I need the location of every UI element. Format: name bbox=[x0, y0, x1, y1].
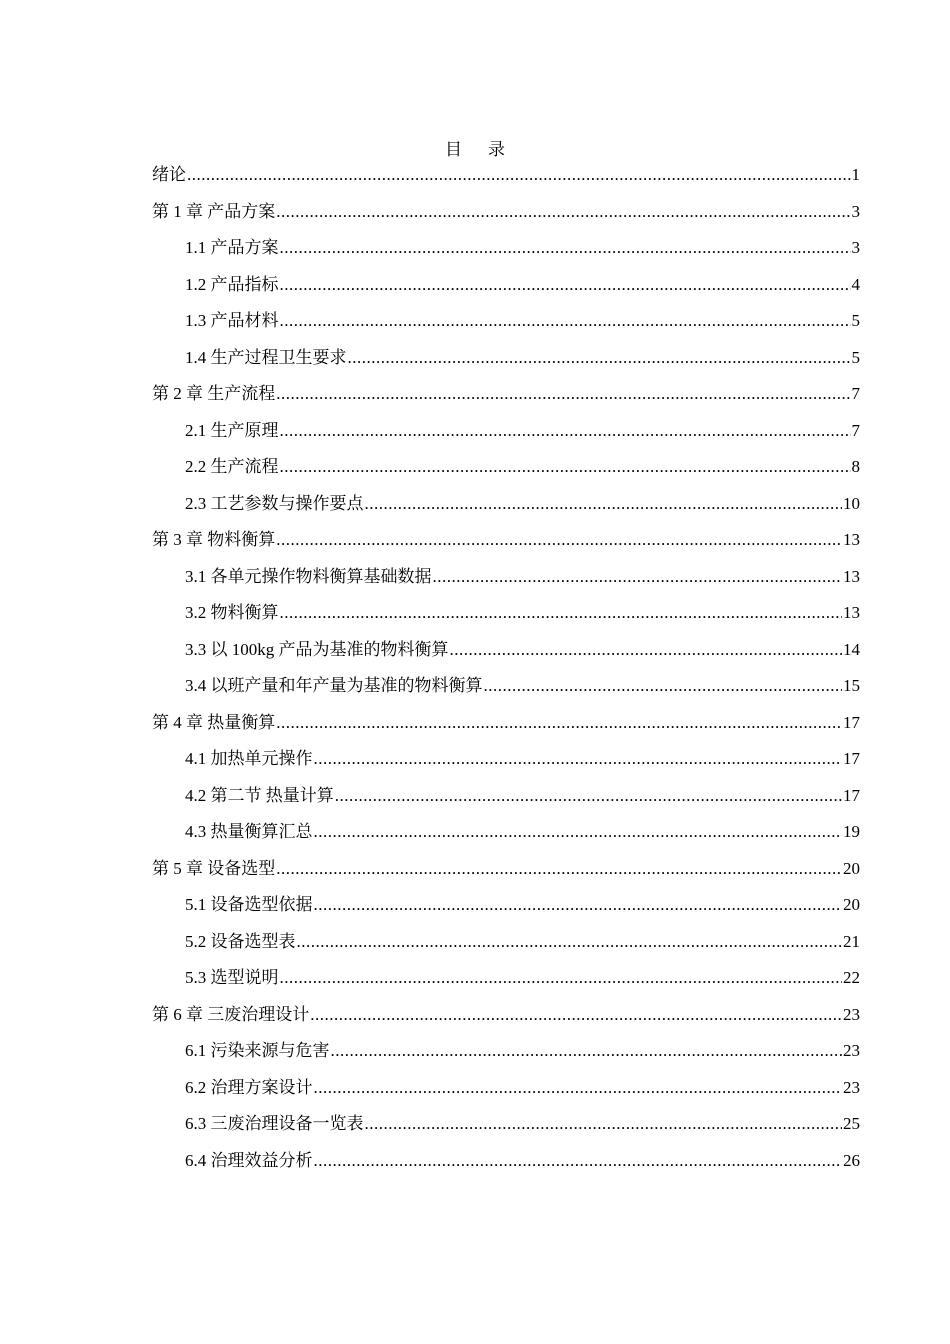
toc-entry-label: 5.2 设备选型表 bbox=[185, 931, 296, 951]
toc-entry-label: 6.2 治理方案设计 bbox=[185, 1077, 313, 1097]
toc-dot-leader bbox=[314, 891, 843, 919]
toc-entry-label: 5.1 设备选型依据 bbox=[185, 895, 313, 914]
toc-dot-leader bbox=[450, 636, 843, 664]
toc-dot-leader bbox=[314, 1074, 843, 1102]
toc-entry-label: 1.3 产品材料 bbox=[185, 311, 279, 330]
toc-dot-leader bbox=[348, 344, 851, 372]
toc-entry-label: 2.2 生产流程 bbox=[185, 457, 279, 476]
toc-entry-label: 第 3 章 物料衡算 bbox=[152, 530, 276, 549]
toc-entry-label: 第 5 章 设备选型 bbox=[152, 858, 276, 878]
toc-page-number: 3 bbox=[851, 201, 860, 221]
toc-entry-label: 绪论 bbox=[152, 165, 186, 184]
toc-dot-leader bbox=[276, 526, 842, 554]
toc-section-entry[interactable] bbox=[152, 453, 860, 490]
toc-dot-leader bbox=[280, 453, 851, 481]
toc-page-number: 13 bbox=[843, 603, 860, 622]
toc-chapter-entry[interactable] bbox=[152, 526, 860, 563]
toc-entry-label: 5.3 选型说明 bbox=[185, 968, 279, 987]
toc-entry-label: 3.1 各单元操作物料衡算基础数据 bbox=[185, 566, 432, 586]
toc-title bbox=[0, 139, 950, 161]
toc-section-entry[interactable] bbox=[152, 818, 860, 855]
toc-section-entry[interactable] bbox=[152, 928, 860, 965]
toc-dot-leader bbox=[314, 818, 843, 846]
toc-entry-label: 第 2 章 生产流程 bbox=[152, 384, 276, 403]
toc-section-entry[interactable] bbox=[152, 1037, 860, 1074]
toc-page-number: 25 bbox=[843, 1114, 860, 1133]
toc-section-entry[interactable] bbox=[152, 636, 860, 673]
toc-page-number: 23 bbox=[843, 1041, 860, 1060]
toc-dot-leader bbox=[276, 380, 850, 408]
toc-chapter-entry[interactable] bbox=[152, 161, 860, 198]
toc-dot-leader bbox=[280, 307, 851, 335]
toc-dot-leader bbox=[280, 964, 843, 992]
toc-page-number: 10 bbox=[843, 493, 860, 513]
toc-dot-leader bbox=[310, 1001, 842, 1029]
toc-dot-leader bbox=[276, 198, 850, 226]
toc-page-number: 23 bbox=[843, 1004, 860, 1024]
toc-entry-label: 2.1 生产原理 bbox=[185, 420, 279, 440]
toc-title-left: 目 bbox=[445, 140, 462, 159]
toc-page-number: 7 bbox=[851, 384, 860, 403]
toc-list bbox=[152, 161, 860, 1183]
toc-entry-label: 3.2 物料衡算 bbox=[185, 603, 279, 622]
toc-page-number: 5 bbox=[851, 347, 860, 367]
toc-section-entry[interactable] bbox=[152, 271, 860, 308]
toc-section-entry[interactable] bbox=[152, 745, 860, 782]
toc-page-number: 4 bbox=[851, 274, 860, 294]
toc-page-number: 13 bbox=[843, 566, 860, 586]
toc-page-number: 1 bbox=[851, 165, 860, 184]
toc-chapter-entry[interactable] bbox=[152, 198, 860, 235]
toc-entry-label: 4.2 第二节 热量计算 bbox=[185, 785, 334, 805]
toc-entry-label: 3.4 以班产量和年产量为基准的物料衡算 bbox=[185, 676, 483, 695]
toc-entry-label: 第 6 章 三废治理设计 bbox=[152, 1004, 310, 1024]
toc-chapter-entry[interactable] bbox=[152, 1001, 860, 1038]
toc-dot-leader bbox=[280, 599, 843, 627]
toc-dot-leader bbox=[433, 563, 843, 591]
toc-dot-leader bbox=[365, 490, 843, 518]
toc-dot-leader bbox=[484, 672, 843, 700]
toc-dot-leader bbox=[280, 271, 851, 299]
toc-page-number: 8 bbox=[851, 457, 860, 476]
toc-dot-leader bbox=[314, 745, 843, 773]
toc-dot-leader bbox=[276, 709, 842, 737]
toc-entry-label: 6.1 污染来源与危害 bbox=[185, 1041, 330, 1060]
toc-entry-label: 4.3 热量衡算汇总 bbox=[185, 822, 313, 841]
toc-section-entry[interactable] bbox=[152, 344, 860, 381]
toc-entry-label: 第 1 章 产品方案 bbox=[152, 201, 276, 221]
toc-page-number: 17 bbox=[843, 712, 860, 732]
toc-section-entry[interactable] bbox=[152, 563, 860, 600]
toc-dot-leader bbox=[331, 1037, 843, 1065]
toc-chapter-entry[interactable] bbox=[152, 709, 860, 746]
toc-page-number: 17 bbox=[843, 749, 860, 768]
toc-page-number: 20 bbox=[843, 895, 860, 914]
toc-page-number: 13 bbox=[843, 530, 860, 549]
toc-dot-leader bbox=[280, 234, 851, 262]
toc-dot-leader bbox=[314, 1147, 843, 1175]
toc-section-entry[interactable] bbox=[152, 891, 860, 928]
toc-chapter-entry[interactable] bbox=[152, 380, 860, 417]
toc-page-number: 23 bbox=[843, 1077, 860, 1097]
toc-section-entry[interactable] bbox=[152, 782, 860, 819]
toc-page-number: 19 bbox=[843, 822, 860, 841]
toc-entry-label: 3.3 以 100kg 产品为基准的物料衡算 bbox=[185, 639, 449, 659]
toc-section-entry[interactable] bbox=[152, 672, 860, 709]
toc-entry-label: 1.4 生产过程卫生要求 bbox=[185, 347, 347, 367]
toc-page-number: 14 bbox=[843, 639, 860, 659]
toc-title-right: 录 bbox=[488, 140, 505, 159]
toc-entry-label: 4.1 加热单元操作 bbox=[185, 749, 313, 768]
toc-page-number: 3 bbox=[851, 238, 860, 257]
toc-dot-leader bbox=[297, 928, 843, 956]
toc-dot-leader bbox=[335, 782, 842, 810]
toc-page-number: 5 bbox=[851, 311, 860, 330]
toc-page-number: 26 bbox=[843, 1150, 860, 1170]
toc-section-entry[interactable] bbox=[152, 234, 860, 271]
toc-section-entry[interactable] bbox=[152, 1147, 860, 1184]
toc-page-number: 17 bbox=[843, 785, 860, 805]
toc-section-entry[interactable] bbox=[152, 307, 860, 344]
toc-section-entry[interactable] bbox=[152, 964, 860, 1001]
toc-section-entry[interactable] bbox=[152, 1110, 860, 1147]
toc-page-number: 21 bbox=[843, 931, 860, 951]
toc-page-number: 15 bbox=[843, 676, 860, 695]
toc-dot-leader bbox=[280, 417, 851, 445]
toc-entry-label: 6.3 三废治理设备一览表 bbox=[185, 1114, 364, 1133]
toc-section-entry[interactable] bbox=[152, 490, 860, 527]
toc-chapter-entry[interactable] bbox=[152, 855, 860, 892]
toc-dot-leader bbox=[187, 161, 851, 189]
toc-entry-label: 1.1 产品方案 bbox=[185, 238, 279, 257]
toc-page-number: 20 bbox=[843, 858, 860, 878]
toc-entry-label: 6.4 治理效益分析 bbox=[185, 1150, 313, 1170]
toc-dot-leader bbox=[276, 855, 842, 883]
toc-entry-label: 1.2 产品指标 bbox=[185, 274, 279, 294]
toc-page-number: 7 bbox=[851, 420, 860, 440]
toc-page-number: 22 bbox=[843, 968, 860, 987]
toc-section-entry[interactable] bbox=[152, 417, 860, 454]
toc-entry-label: 2.3 工艺参数与操作要点 bbox=[185, 493, 364, 513]
toc-entry-label: 第 4 章 热量衡算 bbox=[152, 712, 276, 732]
toc-section-entry[interactable] bbox=[152, 1074, 860, 1111]
toc-section-entry[interactable] bbox=[152, 599, 860, 636]
toc-dot-leader bbox=[365, 1110, 843, 1138]
